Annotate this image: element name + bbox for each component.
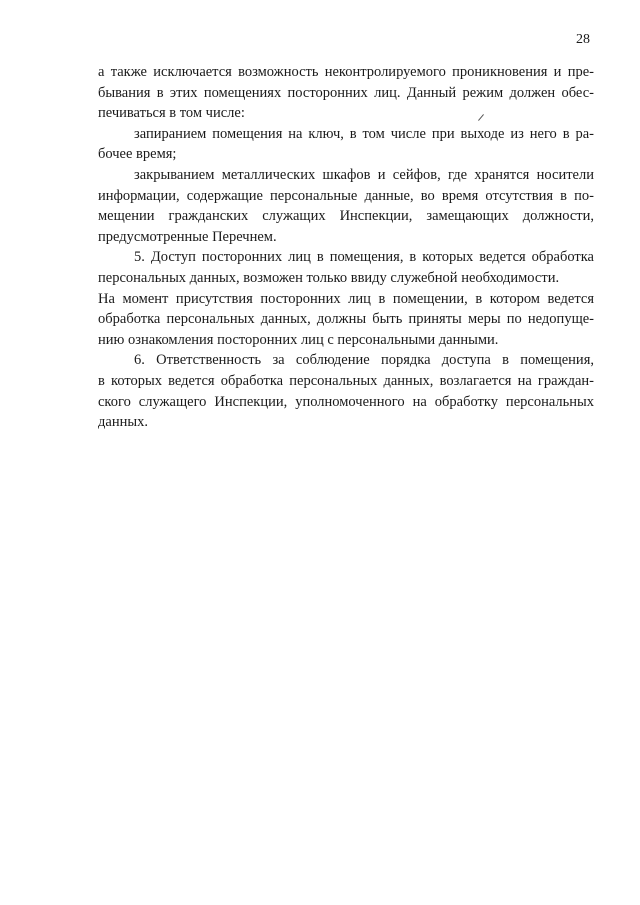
page-number: 28 [576,32,590,47]
text-line: данных. [98,414,148,431]
text-line: мещении гражданских служащих Инспекции, замещающих должности, [98,208,594,225]
text-line: предусмотренные Перечнем. [98,228,277,245]
text-line: 6. Ответственность за соблюдение порядка доступа в помещения, [134,352,594,369]
document-body [98,62,594,433]
text-line: На момент присутствия посторонних лиц в помещении, в котором ведется [98,290,594,307]
text-line: 5. Доступ посторонних лиц в помещения, в которых ведется обработка [134,249,594,266]
text-line: закрыванием металлических шкафов и сейфов, где хранятся носители [134,166,594,183]
text-line: информации, содержащие персональные данные, во время отсутствия в по- [98,187,594,204]
text-line: ского служащего Инспекции, уполномоченного на обработку персональных [98,393,594,410]
text-line: бочее время; [98,146,177,163]
text-line: обработка персональных данных, должны быть приняты меры по недопуще- [98,311,594,328]
text-line: в которых ведется обработка персональных данных, возлагается на граждан- [98,372,594,389]
text-line: нию ознакомления посторонних лиц с персональными данными. [98,331,499,348]
text-line: персональных данных, возможен только ввиду служебной необходимости. [98,269,560,286]
text-line: печиваться в том числе: [98,105,245,122]
text-line: а также исключается возможность неконтролируемого проникновения и пре- [98,64,594,80]
text-line: бывания в этих помещениях посторонних лиц. Данный режим должен обес- [98,84,594,101]
text-line: запиранием помещения на ключ, в том числе при выходе из него в ра- [134,125,594,142]
